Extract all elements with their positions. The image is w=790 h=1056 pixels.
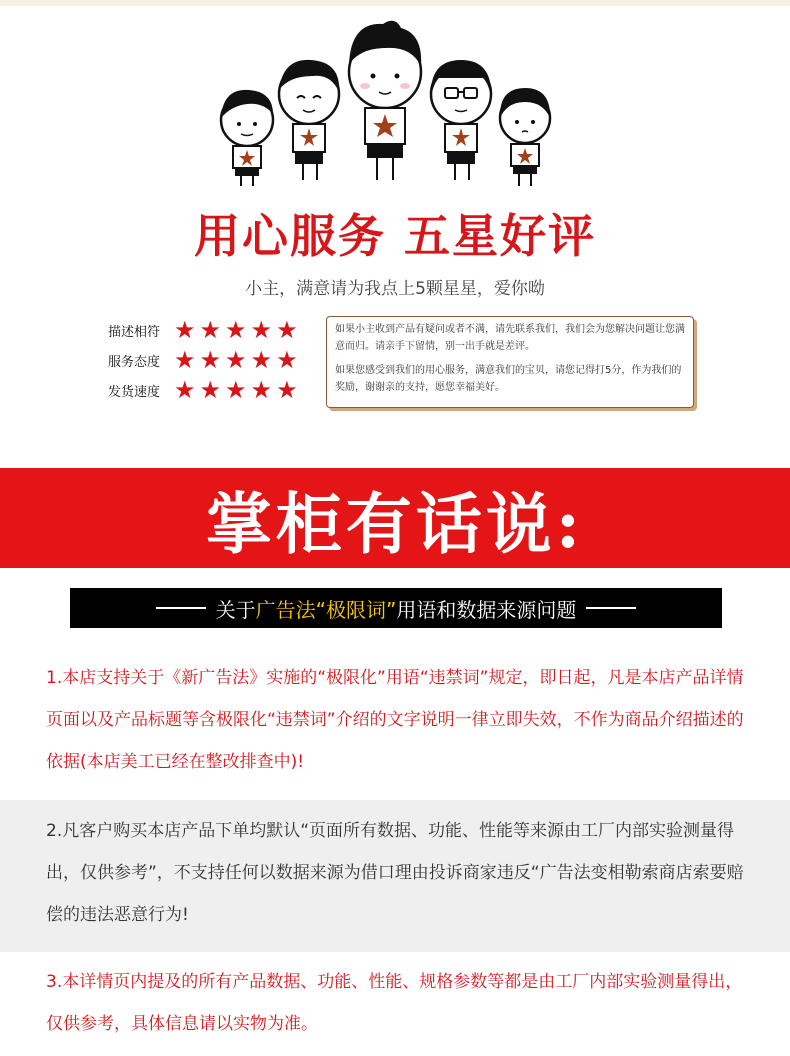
subheading-highlight-limit-words: “极限词” (315, 597, 397, 622)
seller-note-box (326, 316, 694, 408)
star-icon: ★ (174, 376, 196, 404)
subheading-highlight-ad-law: 广告法 (255, 597, 316, 622)
star-icon: ★ (250, 376, 273, 404)
top-strip (0, 0, 790, 6)
kid-1 (221, 90, 273, 186)
subheading-post: 用语和数据来源问题 (396, 597, 577, 622)
star-icon: ★ (225, 316, 247, 344)
dash-divider-left (156, 607, 206, 609)
rating-row-shipping (108, 376, 298, 404)
star-icon: ★ (199, 316, 222, 344)
star-icon: ★ (276, 376, 298, 404)
rating-row-service (108, 346, 298, 374)
notice-paragraph-3: 3.本详情页内提及的所有产品数据、功能、性能、规格参数等都是由工厂内部实验测量得出，仅供参考，具体信息请以实物为准。 (46, 972, 743, 1034)
notice-paragraph-1: 1.本店支持关于《新广告法》实施的“极限化”用语“违禁词”规定，即日起，凡是本店产品详情页面以及产品标题等含极限化“违禁词”介绍的文字说明一律立即失效，不作为商品介绍描述的依据(本店美工已经在整改排查中)! (46, 668, 744, 772)
five-star-rating (174, 378, 298, 402)
slogan-heading: 用心服务 五星好评 (193, 209, 596, 263)
star-icon: ★ (225, 346, 247, 374)
rating-request-text: 小主，满意请为我点上5颗星星，爱你呦 (245, 279, 545, 299)
banner-title: 掌柜有话说: (205, 484, 585, 563)
kid-4 (431, 60, 491, 180)
star-icon: ★ (174, 346, 196, 374)
kid-3 (349, 21, 421, 180)
shopkeeper-banner (0, 468, 790, 568)
star-icon: ★ (199, 376, 222, 404)
five-star-rating (174, 318, 298, 342)
star-icon: ★ (250, 316, 273, 344)
star-icon: ★ (276, 316, 298, 344)
note-paragraph-2: 如果您感受到我们的用心服务，满意我们的宝贝，请您记得打5分，作为我们的奖励，谢谢亲的支持，愿您幸福美好。 (335, 365, 682, 393)
five-star-rating (174, 348, 298, 372)
cartoon-kids-illustration (205, 14, 585, 192)
ad-law-subheading (70, 588, 722, 628)
rating-label: 服务态度 (108, 354, 161, 370)
notice-paragraph-2: 2.凡客户购买本店产品下单均默认“页面所有数据、功能、性能等来源由工厂内部实验测量得出，仅供参考”，不支持任何以数据来源为借口理由投诉商家违反“广告法变相勒索商店索要赔偿的违法恶意行为! (0, 800, 790, 952)
dash-divider-right (586, 607, 636, 609)
star-icon: ★ (174, 316, 196, 344)
star-icon: ★ (276, 346, 298, 374)
subheading-pre: 关于 (215, 597, 256, 622)
note-paragraph-1: 如果小主收到产品有疑问或者不满，请先联系我们，我们会为您解决问题让您满意而归。请亲手下留情，别一出手就是差评。 (335, 324, 685, 352)
star-icon: ★ (225, 376, 247, 404)
kid-2 (279, 60, 339, 180)
rating-row-description (108, 316, 298, 344)
rating-label: 发货速度 (108, 384, 161, 400)
rating-label: 描述相符 (108, 324, 161, 340)
kid-5 (500, 88, 550, 186)
star-icon: ★ (199, 346, 222, 374)
star-icon: ★ (250, 346, 273, 374)
